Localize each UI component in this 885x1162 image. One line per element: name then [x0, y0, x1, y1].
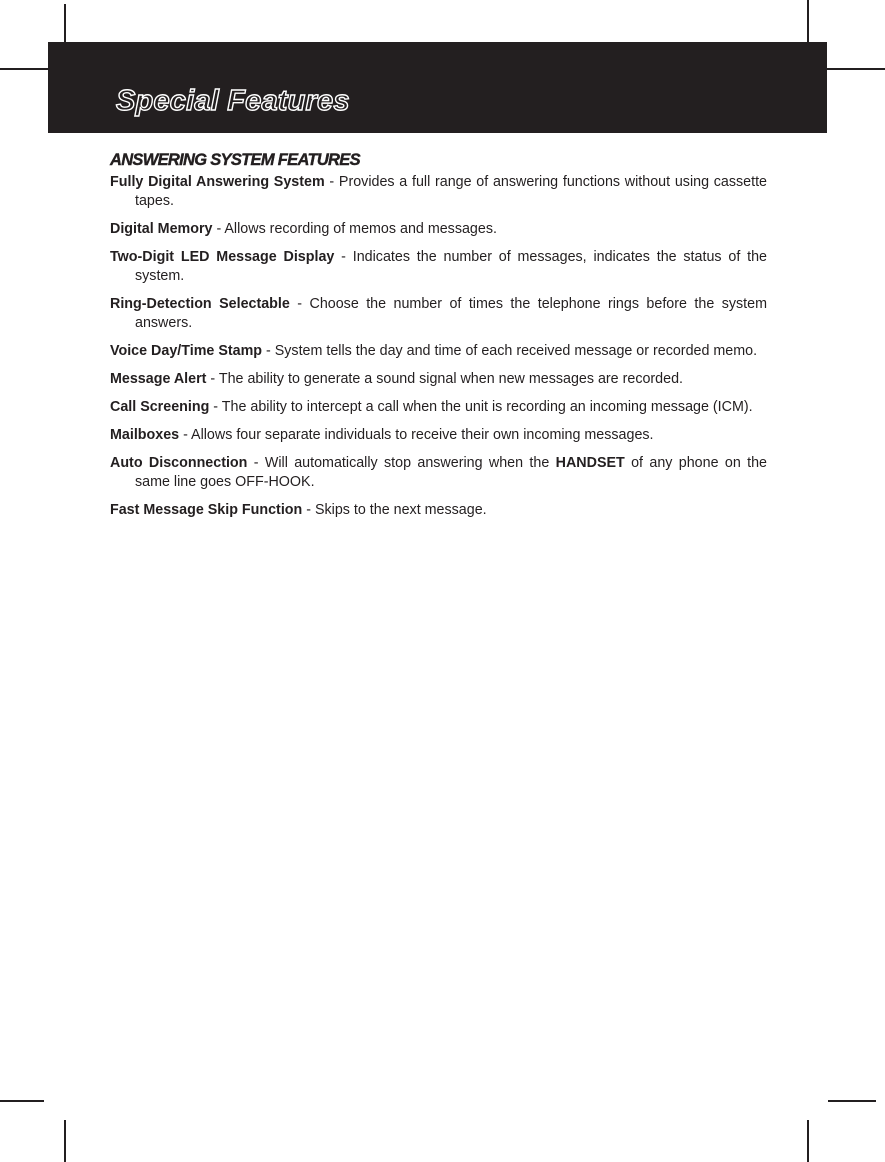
feature-term: Auto Disconnection [110, 455, 248, 471]
feature-item [110, 220, 767, 239]
feature-description: - System tells the day and time of each received message or recorded memo. [262, 343, 758, 359]
crop-mark [807, 1120, 809, 1162]
feature-description: of any phone on the same line goes OFF-HOOK. [135, 455, 767, 490]
crop-mark [827, 68, 885, 70]
feature-item [110, 173, 767, 211]
crop-mark [828, 1100, 876, 1102]
feature-item [110, 342, 767, 361]
crop-mark [0, 68, 48, 70]
crop-mark [64, 4, 66, 42]
feature-description: - Allows four separate individuals to receive their own incoming messages. [179, 427, 654, 443]
feature-description: - Choose the number of times the telephone rings before the system answers. [135, 296, 767, 331]
feature-term: Message Alert [110, 371, 207, 387]
feature-term: Call Screening [110, 399, 210, 415]
feature-term: Two-Digit LED Message Display [110, 249, 335, 265]
handset-keyword: HANDSET [555, 455, 625, 471]
feature-item [110, 426, 767, 445]
feature-description: - The ability to intercept a call when the unit is recording an incoming message (ICM). [209, 399, 753, 415]
crop-mark [0, 1100, 44, 1102]
feature-item [110, 370, 767, 389]
feature-term: Fast Message Skip Function [110, 502, 303, 518]
feature-item [110, 295, 767, 333]
feature-term: Voice Day/Time Stamp [110, 343, 263, 359]
feature-item [110, 501, 767, 520]
feature-term: Mailboxes [110, 427, 180, 443]
feature-item [110, 248, 767, 286]
feature-item [110, 398, 767, 417]
feature-description: - The ability to generate a sound signal when new messages are recorded. [206, 371, 684, 387]
feature-description: - Indicates the number of messages, indicates the status of the system. [135, 249, 767, 284]
feature-description: - Skips to the next message. [302, 502, 487, 518]
feature-description: - Will automatically stop answering when the [247, 455, 556, 471]
header-banner [48, 42, 827, 133]
feature-term: Ring-Detection Selectable [110, 296, 290, 312]
feature-description: - Provides a full range of answering functions without using cassette tapes. [135, 174, 768, 209]
feature-item [110, 454, 767, 492]
section-heading: ANSWERING SYSTEM FEATURES [110, 151, 360, 169]
features-section [110, 150, 767, 529]
feature-description: - Allows recording of memos and messages. [212, 221, 497, 237]
feature-term: Digital Memory [110, 221, 213, 237]
crop-mark [64, 1120, 66, 1162]
page-title: Special Features [116, 85, 350, 117]
feature-term: Fully Digital Answering System [110, 174, 325, 190]
crop-mark [807, 0, 809, 42]
